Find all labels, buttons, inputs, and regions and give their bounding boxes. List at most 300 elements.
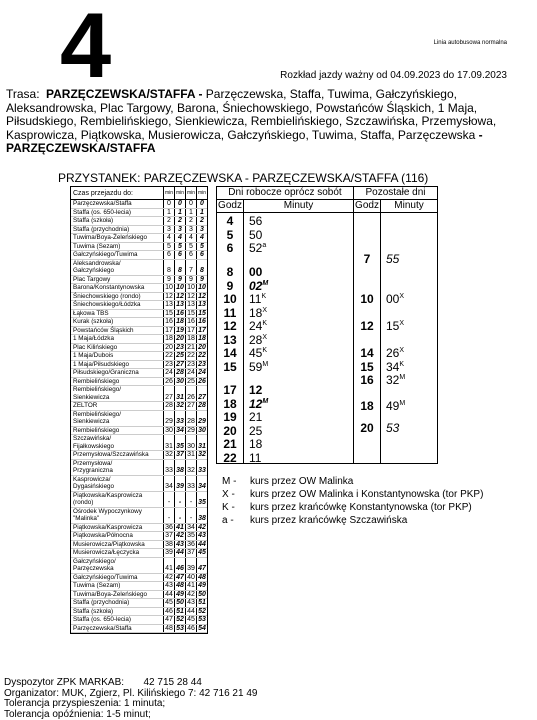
travel-minutes: 47: [196, 558, 207, 573]
legend-key: X -: [222, 489, 235, 500]
departure-minute: [243, 319, 267, 333]
travel-minutes: -: [185, 492, 196, 507]
route-description: [6, 88, 526, 156]
departure-minute: [243, 360, 268, 374]
travel-time-row: [71, 599, 207, 608]
travel-minutes: 16: [185, 318, 196, 326]
travel-minutes: 52: [196, 608, 207, 616]
travel-time-row: [71, 386, 207, 402]
travel-minutes: 28: [185, 411, 196, 426]
minute-value: 18: [249, 437, 263, 451]
stop-label: Przemysłowa/ Przygraniczna: [73, 459, 113, 474]
departure-minute: [380, 292, 404, 306]
minute-value: 00: [386, 292, 400, 306]
stop-label: Śniechowskiego/Łódzka: [73, 301, 141, 308]
departure-minute: [243, 397, 268, 411]
minute-value: 53: [386, 421, 400, 435]
travel-minutes: 48: [174, 582, 185, 590]
travel-minutes: 4: [163, 234, 174, 242]
minute-value: 55: [386, 252, 400, 266]
travel-minutes: 5: [196, 243, 207, 251]
travel-minutes: 43: [174, 541, 185, 549]
travel-minutes: 18: [185, 335, 196, 343]
departure-hour: 18: [223, 396, 237, 411]
travel-minutes: 1: [196, 209, 207, 217]
minute-value: 12: [249, 383, 263, 397]
travel-time-row: [71, 200, 207, 209]
travel-minutes: 9: [174, 276, 185, 284]
travel-time-row: [71, 352, 207, 361]
travel-minutes: 4: [185, 234, 196, 242]
departure-hour: 19: [223, 410, 237, 424]
col-label: min: [196, 187, 207, 199]
travel-minutes: 15: [185, 310, 196, 318]
travel-time-row: [71, 608, 207, 617]
travel-minutes: 6: [196, 251, 207, 259]
travel-minutes: 17: [196, 327, 207, 335]
departure-hour: 16: [360, 373, 374, 387]
travel-minutes: 0: [196, 200, 207, 208]
travel-minutes: 29: [196, 411, 207, 426]
travel-minutes: 3: [196, 226, 207, 234]
minute-value: 21: [249, 410, 263, 424]
departure-row: [217, 360, 268, 374]
route-start: PARZĘCZEWSKA/STAFFA -: [46, 87, 203, 101]
legend: [222, 475, 483, 527]
travel-time-row: [71, 243, 207, 252]
legend-item: [222, 475, 483, 488]
departure-hour: 4: [226, 214, 234, 228]
minute-value: 11: [249, 450, 262, 465]
stop-label: Tuwima/Boya-Żeleńskiego: [73, 590, 147, 598]
travel-minutes: 9: [196, 276, 207, 284]
travel-time-row: [71, 301, 207, 310]
travel-time-row: [71, 541, 207, 550]
travel-minutes: 30: [196, 427, 207, 435]
travel-minutes: 39: [174, 476, 185, 491]
travel-minutes: 13: [185, 301, 196, 309]
stop-label: Piątkowska/Kasprowicza: [73, 523, 143, 531]
travel-minutes: 6: [185, 251, 196, 259]
departure-minute: [380, 373, 405, 387]
travel-time-row: [71, 327, 207, 336]
travel-minutes: 24: [163, 369, 174, 377]
departure-minute: [243, 383, 262, 397]
travel-minutes: 31: [185, 451, 196, 459]
footer-line: Tolerancja przyspieszenia: 1 minuta;: [4, 698, 166, 709]
other-days-header: Pozostałe dni: [365, 187, 426, 198]
travel-time-row: [71, 582, 207, 591]
departure-row: [354, 360, 404, 374]
departure-hour: 10: [360, 292, 374, 306]
footer-line: Dyspozytor ZPK MARKAB: 42 715 28 44: [4, 677, 202, 688]
stop-label: 1 Maja/Dubois: [73, 352, 114, 359]
travel-minutes: 48: [196, 574, 207, 582]
travel-minutes: 26: [185, 386, 196, 401]
course-symbol: M: [262, 279, 269, 287]
travel-time-row: [71, 591, 207, 600]
travel-minutes: 34: [163, 476, 174, 491]
travel-time-row: [71, 427, 207, 436]
stop-label: Piątkowska/Północna: [73, 532, 133, 539]
travel-minutes: 16: [196, 318, 207, 326]
departure-minute: [243, 241, 266, 255]
travel-minutes: 53: [196, 616, 207, 624]
departure-hour: 13: [223, 332, 237, 347]
travel-time-row: [71, 435, 207, 451]
travel-minutes: 37: [174, 451, 185, 459]
departure-minute: [243, 451, 261, 465]
travel-minutes: 18: [163, 335, 174, 343]
travel-minutes: 42: [163, 574, 174, 582]
stop-label: Szczawińska/ Fijałkowskiego: [73, 435, 114, 450]
minute-value: 12: [249, 396, 263, 411]
travel-minutes: 31: [196, 435, 207, 450]
departure-hour: 10: [223, 292, 237, 306]
travel-time-row: [71, 411, 207, 427]
departure-row: [217, 306, 267, 320]
course-symbol: X: [399, 320, 405, 327]
travel-minutes: 34: [174, 427, 185, 435]
travel-minutes: 49: [196, 582, 207, 590]
stop-label: Gałczyńskiego/Tuwima: [73, 251, 138, 258]
travel-time-row: [71, 318, 207, 327]
course-symbol: M: [399, 400, 406, 407]
travel-time-row: [71, 451, 207, 460]
departure-hour: 6: [226, 241, 234, 255]
departure-row: [217, 383, 262, 397]
travel-minutes: -: [174, 508, 185, 523]
route-end: - PARZĘCZEWSKA/STAFFA: [6, 127, 483, 155]
travel-minutes: 18: [174, 318, 185, 326]
departure-hour: 14: [360, 346, 374, 360]
travel-minutes: 32: [185, 460, 196, 475]
travel-minutes: -: [163, 508, 174, 523]
stop-label: Staffa (szkoła): [73, 217, 114, 224]
travel-minutes: 54: [196, 625, 207, 633]
travel-minutes: 12: [196, 293, 207, 301]
travel-minutes: 6: [174, 251, 185, 259]
travel-time-header: [71, 187, 207, 200]
travel-time-row: [71, 625, 207, 634]
travel-minutes: 33: [163, 460, 174, 475]
minute-value: 45: [249, 346, 263, 360]
travel-minutes: 9: [185, 276, 196, 284]
travel-time-row: [71, 378, 207, 387]
travel-minutes: 48: [163, 625, 174, 633]
other-minutes-label: Minuty: [394, 200, 424, 211]
col-label: min: [185, 187, 196, 199]
travel-minutes: 12: [174, 293, 185, 301]
travel-time-row: [71, 276, 207, 285]
travel-time-row: [71, 310, 207, 319]
stop-label: Rembielińskiego/ Sienkiewicza: [73, 386, 121, 401]
stop-label: 1 Maja/Łódzka: [73, 335, 114, 342]
travel-minutes: 8: [196, 260, 207, 275]
departure-row: [217, 437, 262, 451]
travel-minutes: 41: [185, 582, 196, 590]
travel-minutes: 8: [163, 260, 174, 275]
travel-minutes: 18: [196, 335, 207, 343]
departure-minute: [380, 252, 399, 266]
travel-minutes: 1: [163, 209, 174, 217]
minute-value: 32: [386, 373, 400, 387]
travel-minutes: 5: [174, 243, 185, 251]
travel-minutes: 36: [163, 524, 174, 532]
course-symbol: M: [262, 360, 269, 368]
departure-hour: 8: [226, 265, 234, 279]
stop-label: Gałczyńskiego/Tuwima: [73, 573, 138, 581]
departure-hour: 12: [360, 319, 374, 333]
departure-minute: [243, 333, 267, 347]
departure-row: [217, 214, 262, 228]
travel-minutes: 23: [185, 361, 196, 369]
stop-label: Musierowicza/Łęczycka: [73, 549, 140, 556]
travel-minutes: 10: [185, 284, 196, 292]
course-symbol: M: [399, 374, 406, 381]
departure-row: [217, 424, 262, 438]
departure-hour: 18: [360, 399, 374, 413]
travel-minutes: 45: [196, 549, 207, 557]
departure-row: [354, 421, 399, 435]
travel-minutes: 10: [163, 284, 174, 292]
minute-value: 56: [249, 214, 263, 228]
travel-minutes: 43: [163, 582, 174, 590]
stop-label: Ośrodek Wypoczynkowy "Malinka": [73, 507, 142, 522]
travel-time-row: [71, 217, 207, 226]
minute-value: 50: [249, 227, 263, 242]
travel-minutes: 16: [174, 310, 185, 318]
departure-hour: 22: [223, 450, 237, 465]
travel-minutes: 31: [163, 435, 174, 450]
departure-minute: [243, 346, 267, 360]
travel-minutes: 20: [163, 344, 174, 352]
travel-minutes: 28: [174, 369, 185, 377]
travel-minutes: 10: [196, 284, 207, 292]
travel-time-row: [71, 549, 207, 558]
travel-minutes: 45: [185, 616, 196, 624]
departure-row: [217, 451, 261, 465]
minute-value: 00: [249, 265, 263, 279]
travel-time-row: [71, 574, 207, 583]
travel-minutes: 4: [196, 234, 207, 242]
travel-minutes: 41: [174, 524, 185, 532]
departure-hour: 9: [226, 278, 234, 293]
stop-label: Kurak (szkoła): [73, 318, 114, 325]
legend-key: K -: [222, 502, 235, 513]
travel-time-row: [71, 476, 207, 492]
stop-label: Tuwima (Sezam): [73, 242, 121, 250]
travel-minutes: 3: [185, 226, 196, 234]
departure-row: [217, 397, 268, 411]
travel-minutes: 32: [174, 402, 185, 410]
minute-value: 11: [249, 292, 262, 306]
travel-minutes: -: [185, 508, 196, 523]
travel-time-row: [71, 558, 207, 574]
weekday-header: Dni robocze oprócz sobót: [228, 187, 342, 198]
departure-hour: 15: [360, 359, 374, 374]
travel-minutes: 38: [163, 541, 174, 549]
travel-time-row: [71, 524, 207, 533]
course-symbol: X: [399, 347, 405, 354]
travel-minutes: 42: [196, 524, 207, 532]
travel-minutes: 13: [174, 301, 185, 309]
travel-minutes: 37: [185, 549, 196, 557]
departure-row: [217, 279, 268, 293]
travel-minutes: 36: [185, 541, 196, 549]
legend-text: kurs przez OW Malinka i Konstantynowska (tor PKP): [250, 489, 484, 500]
other-hour-label: Godz: [355, 200, 379, 211]
departure-row: [217, 265, 262, 279]
travel-minutes: 44: [185, 608, 196, 616]
course-symbol: X: [262, 333, 268, 341]
travel-minutes: 44: [196, 541, 207, 549]
line-number: 4: [60, 0, 112, 97]
travel-minutes: 28: [163, 402, 174, 410]
departure-hour: 7: [363, 252, 371, 266]
travel-minutes: 33: [185, 476, 196, 491]
travel-minutes: 0: [185, 200, 196, 208]
route-body: Parzęczewska, Staffa, Tuwima, Gałczyńskiego, Aleksandrowska, Plac Targowy, Barona, Śniechowskiego, Powstańców Śląskich, 1 Maja, Piłsudskiego, Rembielińskiego, Sienkiewicza, Rembielińskiego, Szczawińska, Przemysłowa, Kasprowicza, Piątkowska, Musierowicza, Gałczyńskiego, Tuwima, Staffa, Parzęczewska: [6, 87, 497, 142]
minute-value: 34: [386, 359, 400, 374]
travel-minutes: 21: [185, 344, 196, 352]
travel-time-row: [71, 293, 207, 302]
minute-value: 52: [249, 241, 263, 255]
stop-label: Rembielińskiego: [73, 377, 120, 385]
travel-minutes: 6: [163, 251, 174, 259]
legend-key: a -: [222, 515, 234, 526]
travel-minutes: 10: [174, 284, 185, 292]
travel-time-row: [71, 532, 207, 541]
travel-minutes: 9: [163, 276, 174, 284]
travel-time-table: [70, 186, 208, 634]
travel-minutes: 23: [174, 344, 185, 352]
departure-hour: 11: [223, 305, 237, 320]
departure-row: [354, 373, 405, 387]
stop-label: ZELTOR: [73, 402, 98, 409]
travel-minutes: 12: [163, 293, 174, 301]
travel-minutes: 5: [163, 243, 174, 251]
departure-table: [216, 186, 438, 464]
course-symbol: K: [399, 360, 405, 368]
footer-line: Organizator: MUK, Zgierz, Pl. Kilińskiego 7: 42 716 21 49: [4, 687, 258, 699]
departure-minute: [243, 424, 262, 438]
stop-label: Piłsudskiego/Graniczna: [73, 369, 139, 376]
stop-label: Gałczyńskiego/ Parzęczewska: [73, 557, 116, 572]
travel-minutes: 30: [174, 378, 185, 386]
stop-label: Tuwima (Sezam): [73, 582, 121, 589]
minute-value: 02: [249, 278, 263, 293]
stop-label: Tuwima/Boya-Żeleńskiego: [73, 234, 147, 241]
travel-minutes: 25: [174, 352, 185, 360]
travel-minutes: 50: [174, 599, 185, 607]
travel-minutes: 1: [185, 209, 196, 217]
travel-minutes: 47: [163, 616, 174, 624]
legend-item: [222, 501, 483, 514]
travel-time-row: [71, 361, 207, 370]
stop-label: Rembielińskiego/ Sienkiewicza: [73, 410, 121, 425]
course-symbol: K: [262, 320, 268, 327]
travel-minutes: 39: [163, 549, 174, 557]
departure-row: [354, 252, 399, 266]
legend-key: M -: [222, 476, 237, 487]
minute-value: 59: [249, 359, 263, 374]
travel-minutes: 38: [174, 460, 185, 475]
minute-value: 15: [386, 319, 400, 333]
travel-minutes: 52: [174, 616, 185, 624]
travel-time-row: [71, 226, 207, 235]
stop-label: Rembielińskiego: [73, 426, 120, 434]
travel-minutes: -: [174, 492, 185, 507]
travel-minutes: 32: [196, 451, 207, 459]
stop-label: Aleksandrowska/ Gałczyńskiego: [73, 259, 121, 274]
travel-minutes: 26: [163, 378, 174, 386]
travel-minutes: 27: [196, 386, 207, 401]
departure-hour: 5: [226, 227, 234, 242]
line-type: Linia autobusowa normalna: [433, 40, 507, 46]
departure-row: [354, 346, 404, 360]
travel-minutes: 49: [174, 591, 185, 599]
departure-hour: 15: [223, 359, 237, 374]
stop-label: Musierowicza/Piątkowska: [73, 540, 145, 548]
travel-time-row: [71, 402, 207, 411]
travel-minutes: 16: [163, 318, 174, 326]
stop-label: Piątkowska/Kasprowicza (rondo): [73, 491, 143, 506]
travel-minutes: 34: [196, 476, 207, 491]
travel-minutes: 44: [174, 549, 185, 557]
travel-minutes: 8: [174, 260, 185, 275]
travel-minutes: 5: [185, 243, 196, 251]
minute-value: 18: [249, 305, 263, 320]
travel-minutes: 39: [185, 558, 196, 573]
departure-hour: 21: [223, 437, 237, 451]
travel-minutes: -: [163, 492, 174, 507]
travel-minutes: 20: [196, 344, 207, 352]
travel-minutes: 15: [163, 310, 174, 318]
travel-minutes: 30: [185, 435, 196, 450]
travel-time-title: Czas przejazdu do:: [73, 189, 133, 197]
route-label: Trasa:: [6, 87, 40, 101]
travel-minutes: 27: [174, 361, 185, 369]
validity-period: Rozkład jazdy ważny od 04.09.2023 do 17.09.2023: [280, 70, 507, 81]
travel-minutes: 42: [174, 532, 185, 540]
minute-value: 24: [249, 319, 263, 333]
travel-time-row: [71, 234, 207, 243]
course-symbol: a: [262, 242, 267, 249]
travel-minutes: 23: [163, 361, 174, 369]
travel-time-row: [71, 460, 207, 476]
departure-row: [217, 228, 262, 242]
legend-text: kurs przez krańcówkę Konstantynowska (tor PKP): [250, 502, 472, 513]
departure-minute: [243, 228, 262, 242]
departure-minute: [380, 319, 404, 333]
travel-minutes: 46: [163, 608, 174, 616]
travel-minutes: 35: [196, 492, 207, 507]
travel-minutes: 43: [185, 599, 196, 607]
travel-minutes: 2: [163, 217, 174, 225]
travel-minutes: 22: [163, 352, 174, 360]
departure-hour: 14: [223, 346, 237, 360]
departure-minute: [380, 360, 404, 374]
legend-text: kurs przez OW Malinka: [250, 476, 354, 487]
travel-minutes: 23: [196, 361, 207, 369]
stop-label: 1 Maja/Piłsudskiego: [73, 360, 130, 368]
travel-minutes: 32: [163, 451, 174, 459]
travel-minutes: 37: [163, 532, 174, 540]
departure-minute: [243, 437, 262, 451]
departure-minute: [243, 279, 268, 293]
departure-row: [217, 292, 266, 306]
